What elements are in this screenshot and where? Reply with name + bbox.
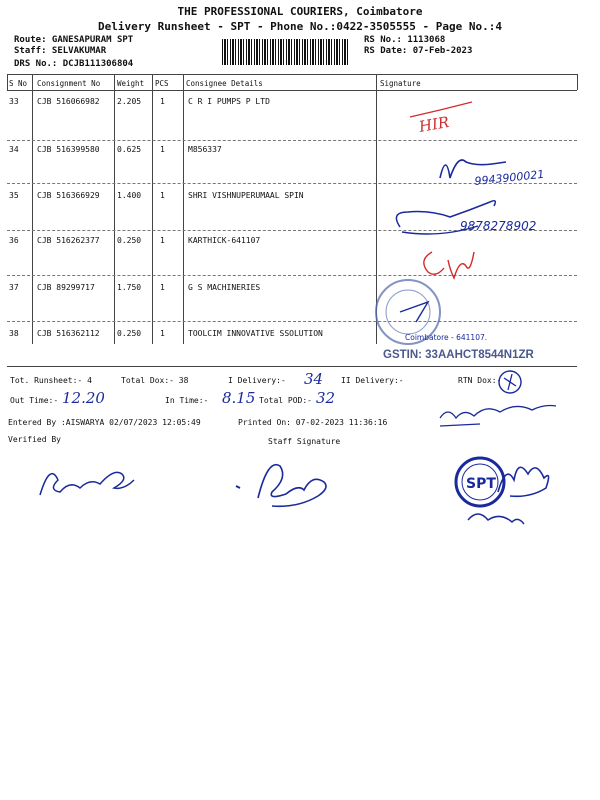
col-consignment: Consignment No <box>37 79 101 88</box>
i-delivery-value: 34 <box>304 370 324 388</box>
rtn-dox-label: RTN Dox:- <box>458 376 502 385</box>
rs-number: RS No.: 1113068 <box>364 35 446 45</box>
staff-signature <box>228 448 338 518</box>
rtn-dox-ink <box>420 368 580 438</box>
spt-stamp-text: SPT <box>466 476 496 492</box>
rs-date: RS Date: 07-Feb-2023 <box>364 46 473 56</box>
row-sno: 36 <box>9 236 19 245</box>
row-consignee: M856337 <box>188 145 222 154</box>
verified-by-label: Verified By <box>8 435 61 444</box>
i-delivery-label: I Delivery:- <box>228 376 286 385</box>
row-sno: 35 <box>9 191 19 200</box>
gstin-stamp: GSTIN: 33AAHCT8544N1ZR <box>383 349 534 361</box>
printed-on: Printed On: 07-02-2023 11:36:16 <box>238 418 388 427</box>
row-sno: 38 <box>9 329 19 338</box>
in-time-value: 8.15 <box>222 389 256 407</box>
row-consignment: CJB 89299717 <box>37 283 95 292</box>
row-consignment: CJB 516066982 <box>37 97 100 106</box>
row-consignee: SHRI VISHNUPERUMAAL SPIN <box>188 191 304 200</box>
in-time-label: In Time:- <box>165 396 209 405</box>
drs-barcode <box>222 39 350 65</box>
total-pod-value: 32 <box>316 389 336 407</box>
row-consignee: KARTHICK-641107 <box>188 236 261 245</box>
row-consignee: C R I PUMPS P LTD <box>188 97 270 106</box>
row-sno: 34 <box>9 145 19 154</box>
row-consignment: CJB 516362112 <box>37 329 100 338</box>
row-weight: 0.625 <box>117 145 142 154</box>
route-text: Route: GANESAPURAM SPT <box>14 35 134 45</box>
row-weight: 0.250 <box>117 236 142 245</box>
col-weight: Weight <box>117 79 145 88</box>
row-pcs: 1 <box>160 236 165 245</box>
out-time-label: Out Time:- <box>10 396 59 405</box>
row-pcs: 1 <box>160 145 165 154</box>
row-consignment: CJB 516262377 <box>37 236 100 245</box>
col-consignee: Consignee Details <box>186 79 263 88</box>
col-sno: S No <box>9 79 28 88</box>
runsheet-subtitle: Delivery Runsheet - SPT - Phone No.:0422-3505555 - Page No.:4 <box>98 20 502 33</box>
phone-34: 9943900021 <box>473 167 545 188</box>
row-consignee: G S MACHINERIES <box>188 283 261 292</box>
row-sno: 33 <box>9 97 19 106</box>
row-pcs: 1 <box>160 283 165 292</box>
col-pcs: PCS <box>155 79 169 88</box>
row-consignee: TOOLCIM INNOVATIVE SSOLUTION <box>188 329 323 338</box>
spt-stamp-signature <box>448 452 568 542</box>
stamp-city: Coimbatore - 641107. <box>405 333 488 342</box>
ii-delivery-label: II Delivery:- <box>341 376 404 385</box>
row-weight: 0.250 <box>117 329 142 338</box>
drs-number: DRS No.: DCJB111306804 <box>14 59 134 69</box>
staff-text: Staff: SELVAKUMAR <box>14 46 107 56</box>
row-consignment: CJB 516366929 <box>37 191 100 200</box>
row-pcs: 1 <box>160 97 165 106</box>
total-pod-label: Total POD:- <box>259 396 312 405</box>
sig-33-text: HIR <box>417 112 451 136</box>
col-signature: Signature <box>380 79 421 88</box>
row-weight: 1.400 <box>117 191 142 200</box>
row-consignment: CJB 516399580 <box>37 145 100 154</box>
entered-by: Entered By :AISWARYA 02/07/2023 12:05:49 <box>8 418 201 427</box>
total-dox: Total Dox:- 38 <box>121 376 189 385</box>
verified-by-signature <box>30 450 140 510</box>
phone-35: 9878278902 <box>460 219 537 233</box>
total-runsheet: Tot. Runsheet:- 4 <box>10 376 92 385</box>
row-weight: 1.750 <box>117 283 142 292</box>
out-time-value: 12.20 <box>62 389 105 407</box>
row-pcs: 1 <box>160 191 165 200</box>
staff-signature-label: Staff Signature <box>268 437 341 446</box>
row-pcs: 1 <box>160 329 165 338</box>
signature-column-ink <box>380 92 580 342</box>
row-sno: 37 <box>9 283 19 292</box>
company-title: THE PROFESSIONAL COURIERS, Coimbatore <box>177 5 423 18</box>
row-weight: 2.205 <box>117 97 142 106</box>
